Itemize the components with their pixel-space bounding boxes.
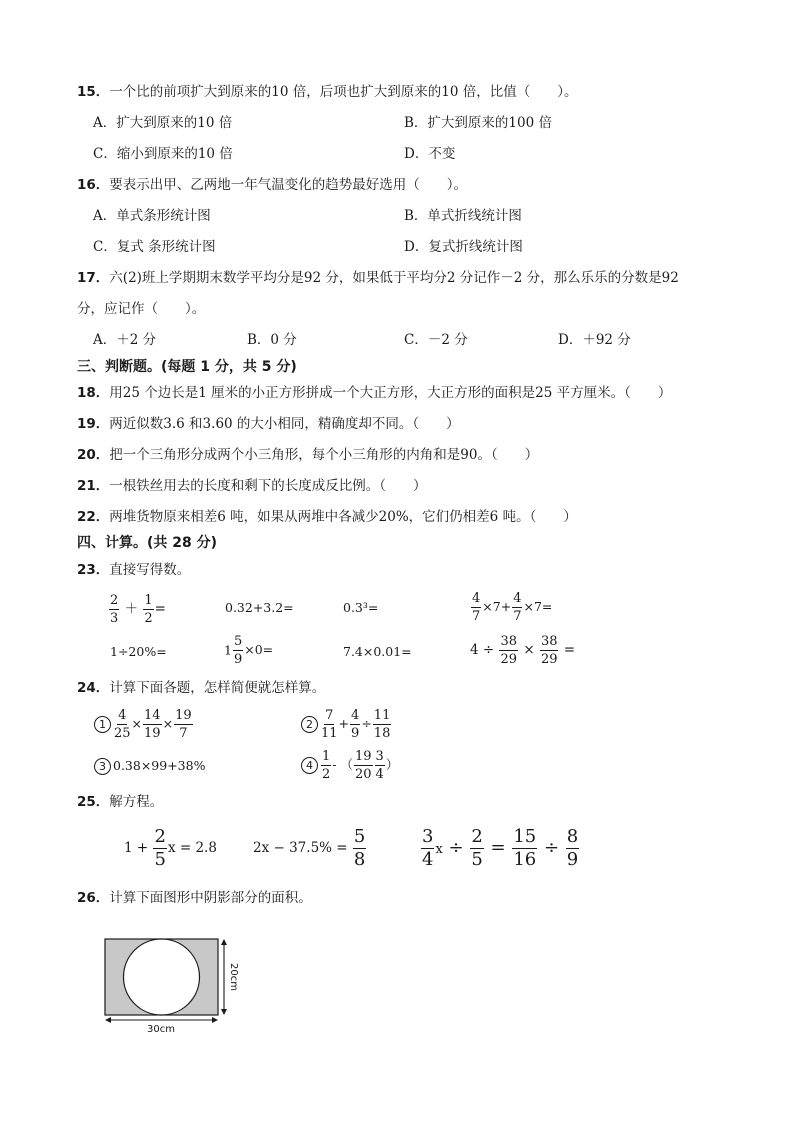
height-label: 20cm bbox=[228, 963, 239, 991]
question-text: 计算下面图形中阴影部分的面积。 bbox=[109, 890, 312, 906]
expr-8: 4 ÷ $\frac{38}{29}$ × $\frac{38}{29}$ = bbox=[470, 634, 576, 667]
expr-4: $\frac{4}{7}$ ×7+ $\frac{4}{7}$ ×7= bbox=[472, 591, 553, 624]
equation-2: 2x − 37.5% = $\frac{5}{8}$ bbox=[253, 826, 366, 870]
circled-number-2: 2 bbox=[301, 716, 318, 733]
expr-1: $\frac{2}{3}$ ＋ $\frac{1}{2}$ = bbox=[110, 593, 166, 626]
expr-2: 0.32+3.2= bbox=[225, 600, 294, 615]
question-24 bbox=[77, 679, 325, 697]
option-d[interactable]: D．＋92 分 bbox=[558, 332, 631, 348]
problem-4: 4 $\frac{1}{2}$ - （ $\frac{19}{20}$ $\frac{3}{4}$ ） bbox=[301, 747, 398, 783]
question-text: 用25 个边长是1 厘米的小正方形拼成一个大正方形，大正方形的面积是25 平方厘米。（ ） bbox=[109, 385, 672, 401]
question-number: 20． bbox=[77, 447, 110, 463]
question-text: 两堆货物原来相差6 吨，如果从两堆中各减少20%，它们仍相差6 吨。（ ） bbox=[109, 509, 577, 525]
expr-7: 7.4×0.01= bbox=[343, 644, 412, 659]
question-number: 24． bbox=[77, 680, 110, 696]
equation-3: $\frac{3}{4}$ x ÷ $\frac{2}{5}$ = $\frac{15}{16}$ ÷ $\frac{8}{9}$ bbox=[422, 825, 579, 870]
question-16 bbox=[77, 176, 467, 194]
question-number: 22． bbox=[77, 509, 110, 525]
problem-1: 1 $\frac{4}{25}$ × $\frac{14}{19}$ × $\frac{19}{7}$ bbox=[94, 706, 194, 742]
width-label: 30cm bbox=[147, 1024, 175, 1035]
expr-6: 1 $\frac{5}{9}$ ×0= bbox=[224, 634, 274, 667]
option-b[interactable]: B．0 分 bbox=[247, 332, 297, 348]
inner-circle bbox=[124, 939, 200, 1015]
question-18 bbox=[77, 384, 671, 402]
question-number: 25． bbox=[77, 794, 110, 810]
question-number: 17． bbox=[77, 270, 110, 286]
option-c[interactable]: C．－2 分 bbox=[404, 332, 468, 348]
question-text: 两近似数3.6 和3.60 的大小相同，精确度却不同。（ ） bbox=[109, 416, 460, 432]
section-heading-judgement: 三、判断题。(每题 1 分，共 5 分) bbox=[77, 359, 297, 375]
width-arrow bbox=[105, 1017, 218, 1023]
question-number: 16． bbox=[77, 177, 110, 193]
option-a[interactable]: A．单式条形统计图 bbox=[93, 208, 211, 224]
question-number: 18． bbox=[77, 385, 110, 401]
question-number: 19． bbox=[77, 416, 110, 432]
option-b[interactable]: B．单式折线统计图 bbox=[404, 208, 522, 224]
question-text: 一根铁丝用去的长度和剩下的长度成反比例。（ ） bbox=[109, 478, 427, 494]
circled-number-3: 3 bbox=[94, 758, 111, 775]
question-25 bbox=[77, 793, 163, 811]
question-26 bbox=[77, 889, 312, 907]
question-21 bbox=[77, 477, 427, 495]
question-text: 计算下面各题，怎样简便就怎样算。 bbox=[109, 680, 326, 696]
option-a[interactable]: A．扩大到原来的10 倍 bbox=[93, 115, 233, 131]
option-c[interactable]: C．缩小到原来的10 倍 bbox=[93, 146, 233, 162]
question-text-line1: 六(2)班上学期期末数学平均分是92 分，如果低于平均分2 分记作－2 分，那么乐乐的分数是92 bbox=[109, 270, 679, 286]
option-d[interactable]: D．复式折线统计图 bbox=[404, 239, 523, 255]
question-17 bbox=[77, 269, 679, 287]
height-arrow bbox=[221, 939, 227, 1015]
question-15 bbox=[77, 83, 578, 101]
question-19 bbox=[77, 415, 460, 433]
option-d[interactable]: D．不变 bbox=[404, 146, 456, 162]
circled-number-1: 1 bbox=[94, 716, 111, 733]
section-heading-calculation: 四、计算。(共 28 分) bbox=[77, 535, 218, 551]
question-23 bbox=[77, 561, 190, 579]
question-text: 把一个三角形分成两个小三角形，每个小三角形的内角和是90。（ ） bbox=[109, 447, 539, 463]
problem-3: 3 0.38×99+38% bbox=[94, 757, 205, 775]
shaded-area-figure bbox=[100, 932, 250, 1037]
expr-3: 0.3³= bbox=[343, 600, 379, 615]
question-text: 解方程。 bbox=[109, 794, 164, 810]
question-number: 26． bbox=[77, 890, 110, 906]
question-20 bbox=[77, 446, 538, 464]
question-text: 要表示出甲、乙两地一年气温变化的趋势最好选用（ ）。 bbox=[109, 177, 468, 193]
expr-5: 1÷20%= bbox=[110, 644, 167, 659]
question-22 bbox=[77, 508, 577, 526]
question-text-line2: 分，应记作（ ）。 bbox=[77, 301, 206, 317]
question-number: 15． bbox=[77, 84, 110, 100]
problem-2: 2 $\frac{7}{11}$ + $\frac{4}{9}$ ÷ $\frac{11}{18}$ bbox=[301, 706, 392, 742]
option-a[interactable]: A．＋2 分 bbox=[93, 332, 157, 348]
option-b[interactable]: B．扩大到原来的100 倍 bbox=[404, 115, 552, 131]
question-number: 23． bbox=[77, 562, 110, 578]
question-text: 直接写得数。 bbox=[109, 562, 191, 578]
option-c[interactable]: C．复式 条形统计图 bbox=[93, 239, 216, 255]
circled-number-4: 4 bbox=[301, 757, 318, 774]
question-text: 一个比的前项扩大到原来的10 倍，后项也扩大到原来的10 倍，比值（ ）。 bbox=[109, 84, 578, 100]
equation-1: 1 + $\frac{2}{5}$ x = 2.8 bbox=[124, 826, 217, 870]
question-number: 21． bbox=[77, 478, 110, 494]
